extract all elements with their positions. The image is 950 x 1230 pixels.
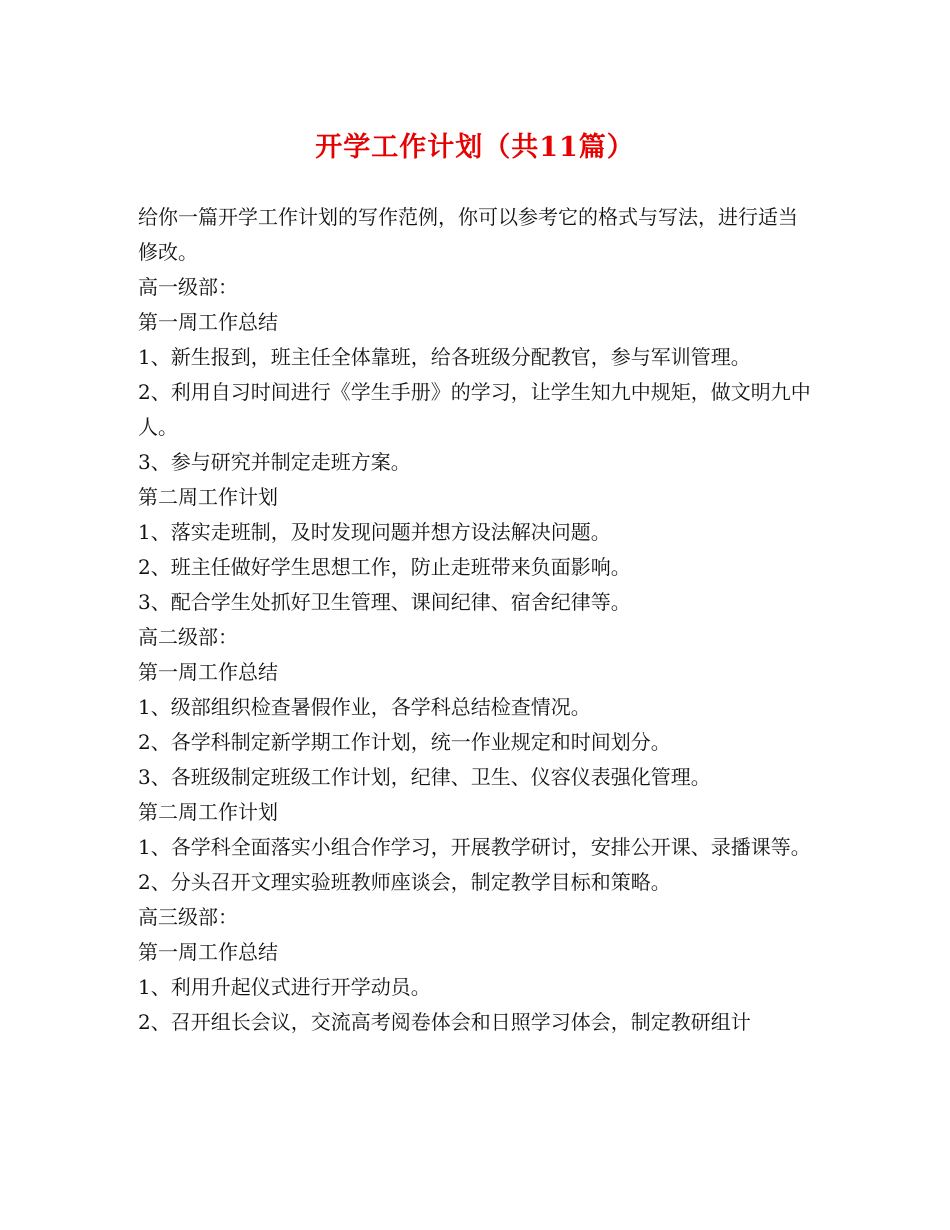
subsection-heading: 第一周工作总结 — [138, 940, 278, 964]
section-heading-grade-1: 高一级部： — [138, 275, 238, 299]
document-body — [138, 200, 814, 1040]
intro-paragraph: 给你一篇开学工作计划的写作范例，你可以参考它的格式与写法，进行适当修改。 — [138, 205, 798, 264]
list-item: 2、分头召开文理实验班教师座谈会，制定教学目标和策略。 — [138, 870, 671, 894]
list-item: 3、各班级制定班级工作计划，纪律、卫生、仪容仪表强化管理。 — [138, 765, 711, 789]
subsection-heading: 第二周工作计划 — [138, 485, 278, 509]
list-item: 1、级部组织检查暑假作业，各学科总结检查情况。 — [138, 695, 591, 719]
section-heading-grade-3: 高三级部： — [138, 905, 238, 929]
list-item: 2、各学科制定新学期工作计划，统一作业规定和时间划分。 — [138, 730, 671, 754]
list-item: 1、落实走班制，及时发现问题并想方设法解决问题。 — [138, 520, 611, 544]
section-heading-grade-2: 高二级部： — [138, 625, 238, 649]
list-item: 2、召开组长会议，交流高考阅卷体会和日照学习体会，制定教研组计 — [138, 1010, 751, 1034]
list-item: 1、新生报到，班主任全体靠班，给各班级分配教官，参与军训管理。 — [138, 345, 751, 369]
subsection-heading: 第二周工作计划 — [138, 800, 278, 824]
list-item: 2、班主任做好学生思想工作，防止走班带来负面影响。 — [138, 555, 631, 579]
list-item: 1、各学科全面落实小组合作学习，开展教学研讨，安排公开课、录播课等。 — [138, 835, 811, 859]
list-item: 3、配合学生处抓好卫生管理、课间纪律、宿舍纪律等。 — [138, 590, 631, 614]
list-item: 2、利用自习时间进行《学生手册》的学习，让学生知九中规矩，做文明九中人。 — [138, 380, 811, 439]
subsection-heading: 第一周工作总结 — [138, 310, 278, 334]
subsection-heading: 第一周工作总结 — [138, 660, 278, 684]
document-title: 开学工作计划（共11篇） — [315, 132, 635, 163]
list-item: 3、参与研究并制定走班方案。 — [138, 450, 411, 474]
list-item: 1、利用升起仪式进行开学动员。 — [138, 975, 431, 999]
